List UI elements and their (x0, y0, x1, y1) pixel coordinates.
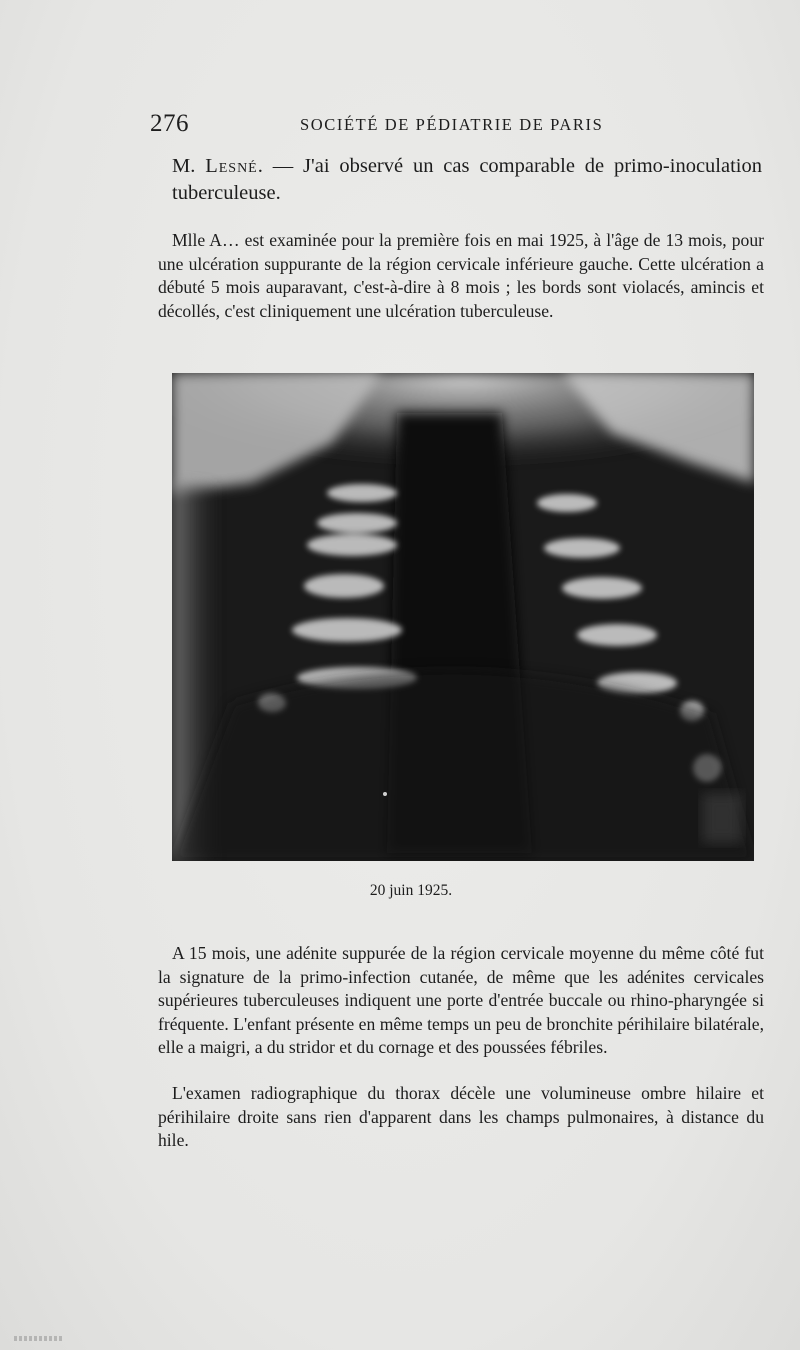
running-title: SOCIÉTÉ DE PÉDIATRIE DE PARIS (300, 115, 604, 134)
page-number: 276 (150, 110, 189, 137)
intro-text: . — J'ai observé un cas comparable de primo-inoculation tuberculeuse. (172, 155, 762, 204)
paragraph-adenitis: A 15 mois, une adénite suppurée de la région cervicale moyenne du même côté fut la signature de la primo-infection cutanée, de même que les adénites cervicales supérieures tuberculeuses indiquent une porte d'entrée buccale ou rhino-pharyngée si fréquente. L'enfant présente en même temps un peu de bronchite périhilaire bilatérale, elle a maigri, a du stridor et du cornage et des poussées fébriles. (158, 943, 764, 1058)
paragraph-radiographic-exam: L'examen radiographique du thorax décèle une volumineuse ombre hilaire et périhilaire droite sans rien d'apparent dans les champs pulmonaires, à distance du hile. (158, 1083, 764, 1151)
author-prefix: M. (172, 155, 206, 177)
running-head (150, 110, 762, 140)
paragraph-case-description: Mlle A… est examinée pour la première fois en mai 1925, à l'âge de 13 mois, pour une ulcération suppurante de la région cervicale inférieure gauche. Cette ulcération a débuté 5 mois auparavant, c'est-à-dire à 8 mois ; les bords sont violacés, amincis et décollés, c'est cliniquement une ulcération tuberculeuse. (158, 230, 764, 321)
print-smudge (14, 1336, 64, 1341)
figure-caption: 20 juin 1925. (369, 882, 453, 899)
paragraph-lesne-intro (172, 153, 762, 207)
author-name: Lesné (205, 155, 258, 177)
chest-radiograph-image (172, 373, 754, 861)
